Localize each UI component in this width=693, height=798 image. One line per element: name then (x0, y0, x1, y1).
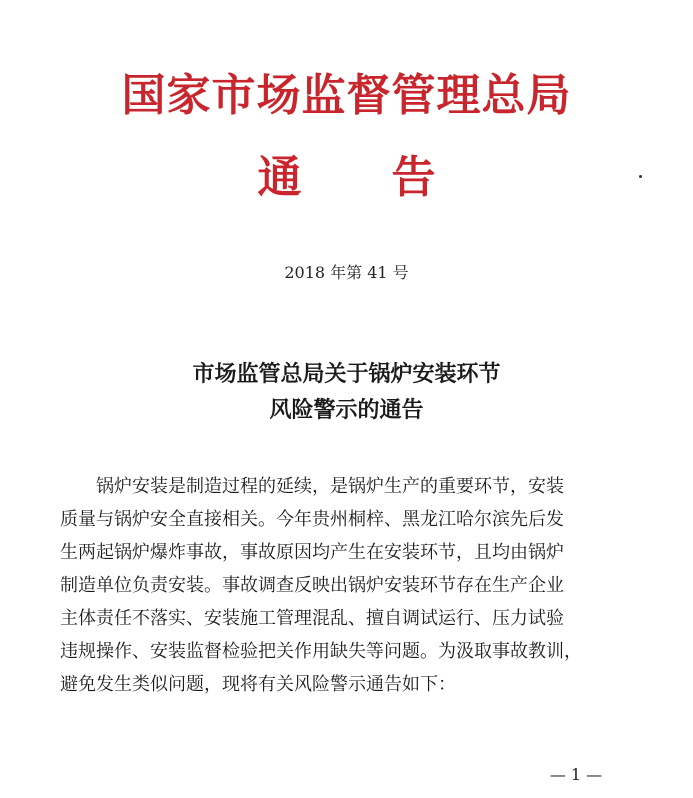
document-number: 2018 年第 41 号 (284, 263, 409, 282)
body-paragraph (60, 470, 635, 701)
body-line: 质量与锅炉安全直接相关。今年贵州桐梓、黑龙江哈尔滨先后发 (60, 509, 564, 530)
document-title (0, 356, 693, 428)
scan-speck (639, 175, 642, 178)
agency-header: 国家市场监督管理总局 (121, 70, 572, 121)
title-line-2: 风险警示的通告 (269, 397, 424, 423)
body-line: 违规操作、安装监督检验把关作用缺失等问题。为汲取事故教训， (60, 641, 582, 662)
body-line: 主体责任不落实、安装施工管理混乱、擅自调试运行、压力试验 (60, 608, 564, 629)
notice-heading: 通告 (257, 152, 526, 203)
title-line-1: 市场监管总局关于锅炉安装环节 (192, 361, 501, 387)
body-line: 制造单位负责安装。事故调查反映出锅炉安装环节存在生产企业 (60, 575, 564, 596)
page-number: — 1 — (549, 765, 603, 784)
body-line: 避免发生类似问题，现将有关风险警示通告如下： (60, 674, 456, 695)
body-line: 锅炉安装是制造过程的延续，是锅炉生产的重要环节，安装 (60, 476, 564, 497)
body-line: 生两起锅炉爆炸事故，事故原因均产生在安装环节，且均由锅炉 (60, 542, 564, 563)
